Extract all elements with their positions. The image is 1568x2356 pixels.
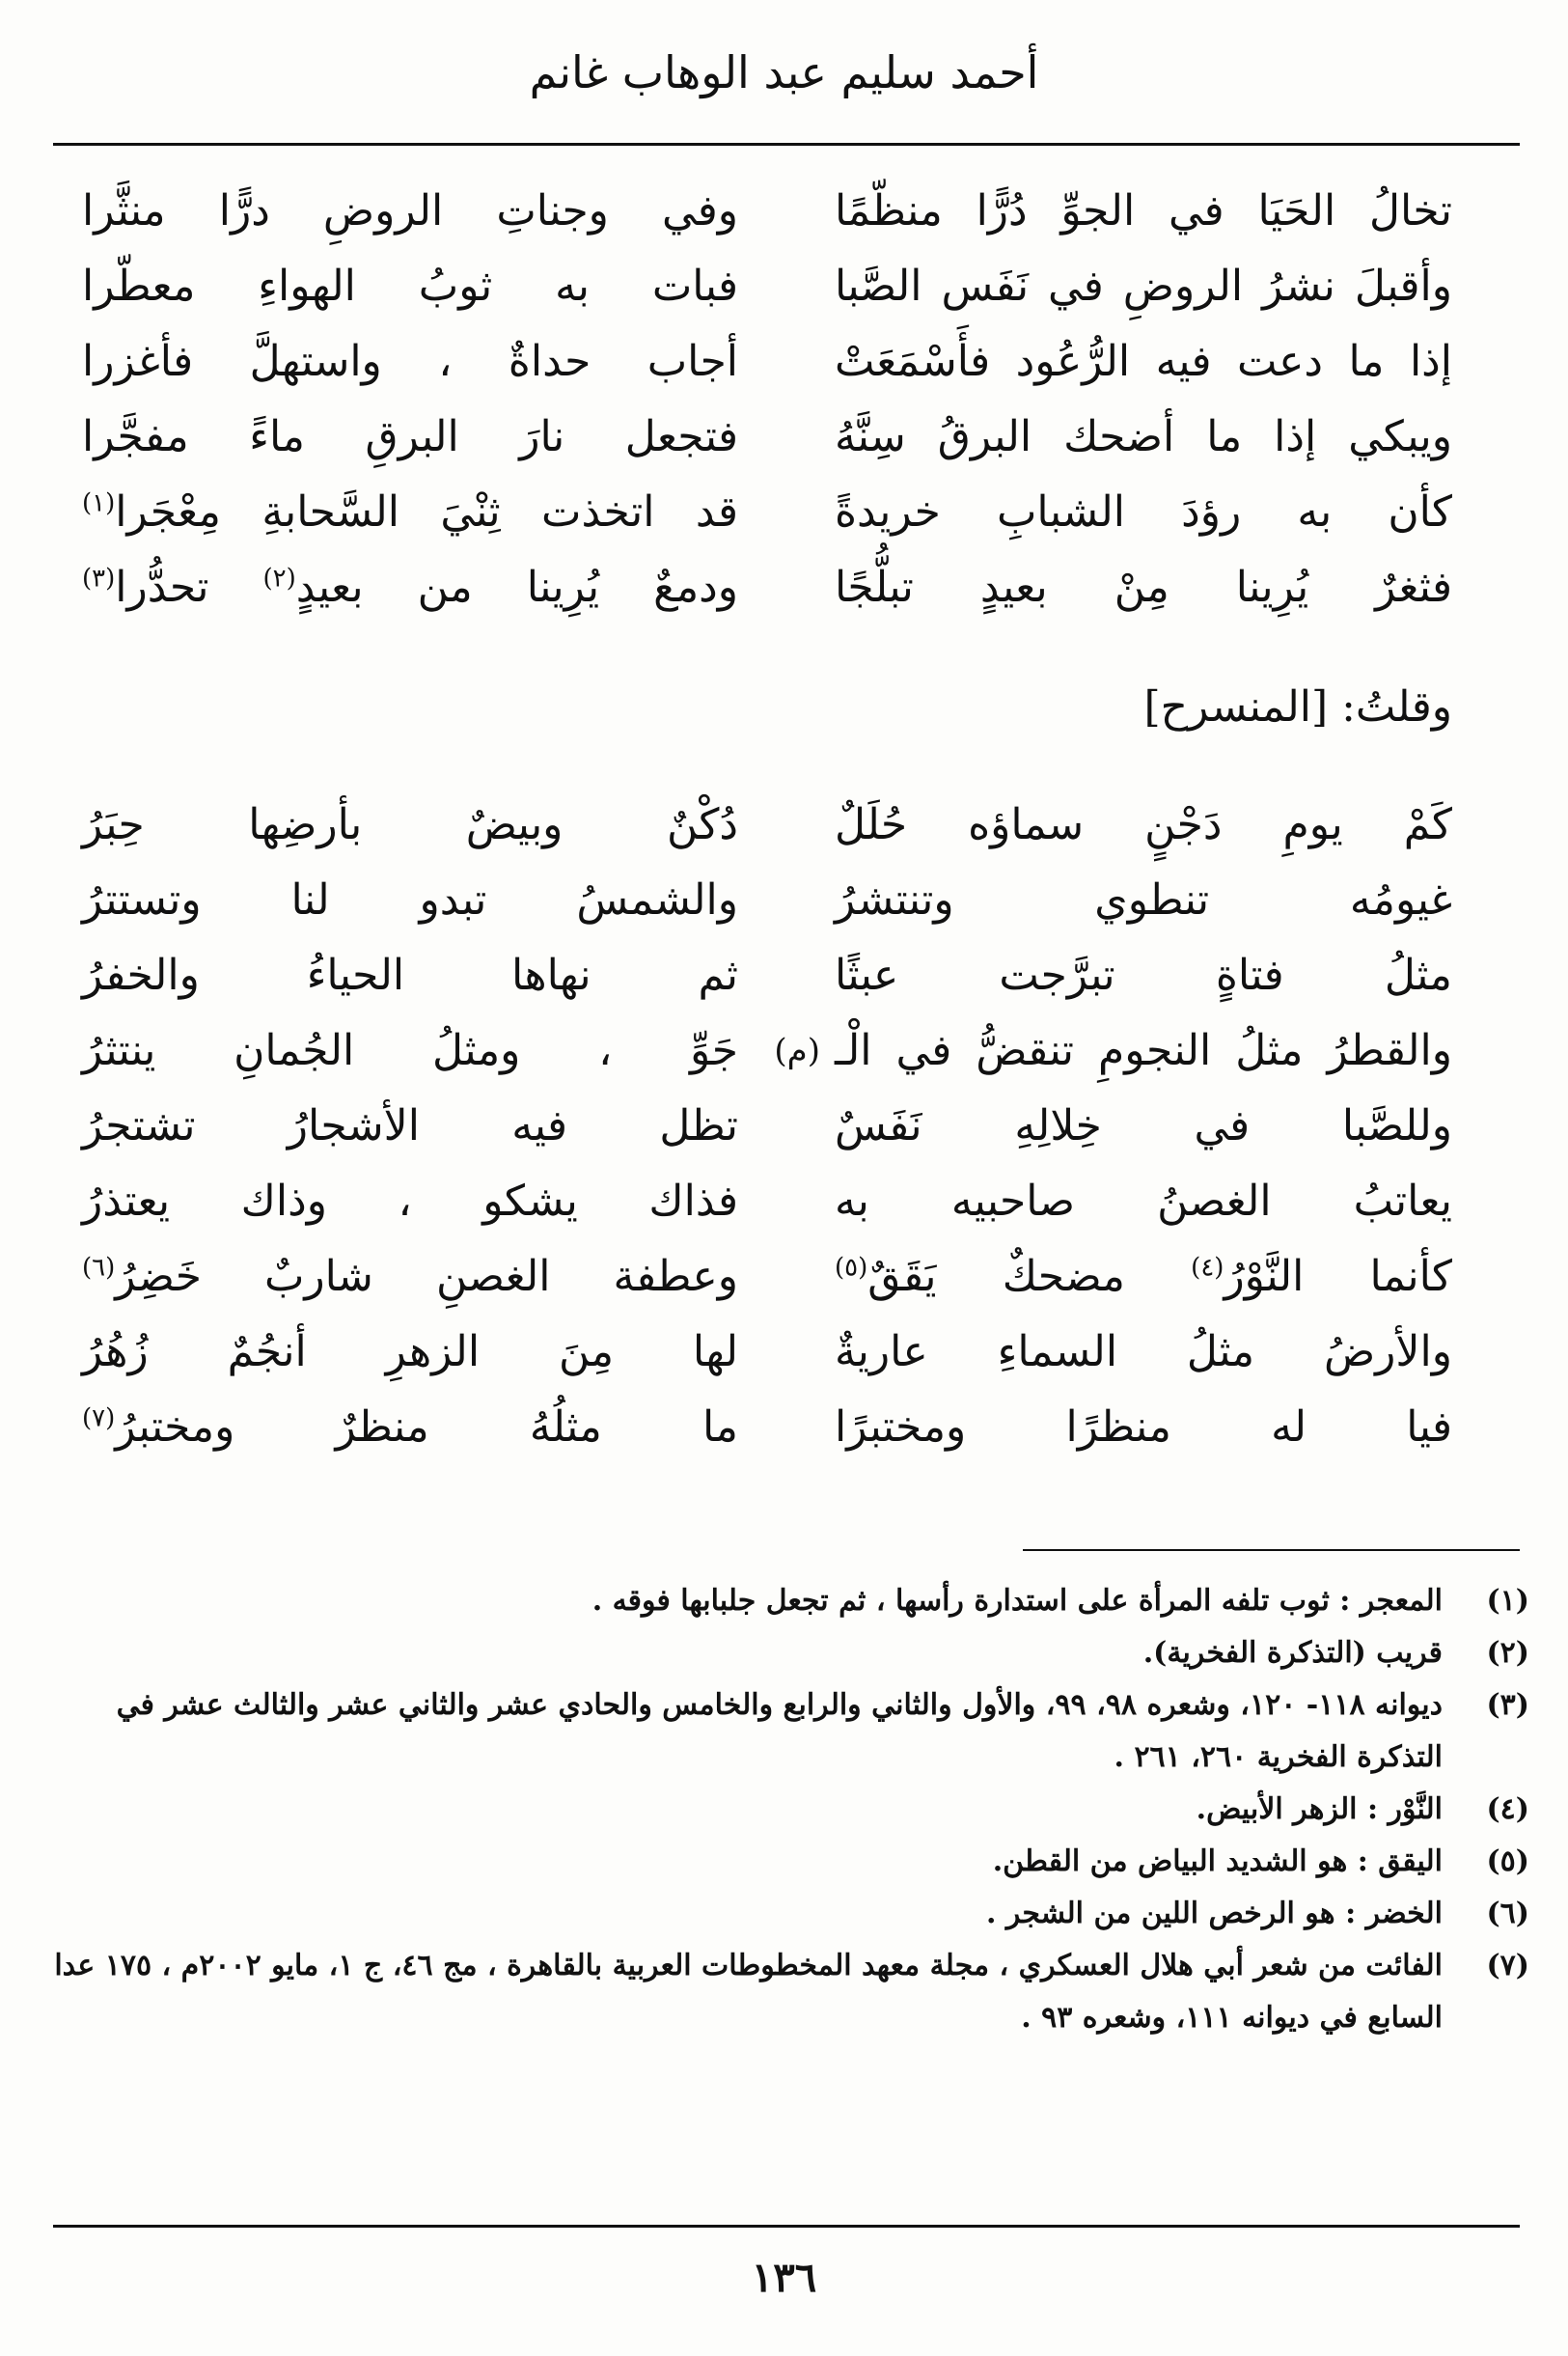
verse-5-second-hemistich: تظل فيه الأشجارُ تشتجرُ (82, 1101, 738, 1150)
footnotes (39, 1575, 1529, 2044)
verse-4-second-hemistich: فتجعل نارَ البرقِ ماءً مفجَّرا (82, 412, 738, 461)
footnote-number: (٢) (1486, 1636, 1529, 1670)
verse-3-second-hemistich: أجاب حداةٌ ، واستهلَّ فأغزرا (82, 337, 738, 386)
verse-5-second-hemistich (82, 475, 738, 550)
footnote-ref: (٤) (1191, 1253, 1224, 1283)
verse-4-first-hemistich: ويبكي إذا ما أضحك البرقُ سِنَّهُ (835, 412, 1452, 461)
verse-2-first-hemistich: غيومُه تنطوي وتنتشرُ (835, 875, 1452, 925)
verse-1-first-hemistich: تخالُ الحَيَا في الجوِّ دُرًّا منظّمًا (835, 186, 1452, 236)
verse-9-second-hemistich (82, 1390, 738, 1465)
verse-8-first-hemistich: والأرضُ مثلُ السماءِ عاريةٌ (835, 1327, 1452, 1376)
verse-1-second-hemistich: دُكْنٌ وبيضٌ بأرضِها حِبَرُ (82, 800, 738, 849)
verse-5-first-hemistich: وللصَّبا في خِلالِهِ نَفَسٌ (835, 1101, 1452, 1150)
verse-text: وعطفة الغصنِ شاربٌ خَضِرُ (115, 1252, 738, 1301)
footnote-ref: (٣) (82, 564, 116, 594)
verse-2-second-hemistich: والشمسُ تبدو لنا وتستترُ (82, 875, 738, 925)
footnote-text: المعجر : ثوب تلفه المرأة على استدارة رأسها ، ثم تجعل جلبابها فوقه . (591, 1584, 1443, 1618)
footnote-5 (39, 1836, 1529, 1888)
footnote-text: الخضر : هو الرخص اللين من الشجر . (985, 1897, 1443, 1930)
poem-intro (1144, 674, 1453, 741)
page-number: ١٣٦ (751, 2254, 817, 2301)
footnote-text: الفائت من شعر أبي هلال العسكري ، مجلة معهد المخطوطات العربية بالقاهرة ، مج ٤٦، ج ١، مايو ٢٠٠٢م ، ١٧٥ عدا السابع في ديوانه ١١١، وشعره ٩٣ . (54, 1949, 1443, 2035)
verse-text: قد اتخذت ثِنْيَ السَّحابةِ مِعْجَرا (115, 487, 738, 537)
verse-2-first-hemistich: وأقبلَ نشرُ الروضِ في نَفَس الصَّبا (835, 262, 1452, 311)
verse-3-second-hemistich: ثم نهاها الحياءُ والخفرُ (82, 951, 738, 1000)
verse-6-first-hemistich: يعاتبُ الغصنُ صاحبيه به (835, 1177, 1452, 1226)
verse-2-second-hemistich: فبات به ثوبُ الهواءِ معطّرا (82, 262, 738, 311)
verse-text: ما مثلُهُ منظرٌ ومختبرُ (115, 1402, 738, 1452)
verse-8-second-hemistich: لها مِنَ الزهرِ أنجُمٌ زُهُرُ (82, 1327, 738, 1376)
verse-text: تحدُّرا (115, 563, 263, 612)
footnote-text: قريب (التذكرة الفخرية). (1142, 1636, 1443, 1670)
footnote-ref: (٥) (835, 1253, 868, 1283)
footnote-2 (39, 1627, 1529, 1679)
footnote-4 (39, 1784, 1529, 1836)
verse-text: ودمعٌ يُرِينا من بعيدٍ (295, 563, 739, 612)
verse-7-second-hemistich (82, 1239, 738, 1315)
verse-text: كأنما النَّوْرُ (1224, 1252, 1452, 1301)
meter-name: [المنسرح] (1143, 682, 1329, 732)
footnote-3 (39, 1679, 1529, 1784)
verse-4-second-hemistich: جَوِّ ، ومثلُ الجُمانِ ينتثرُ (82, 1026, 738, 1075)
verse-6-second-hemistich (82, 550, 738, 625)
footnote-6 (39, 1888, 1529, 1940)
intro-label: وقلتُ: (1341, 682, 1452, 732)
footnote-1 (39, 1575, 1529, 1627)
verse-4-first-hemistich: والقطرُ مثلُ النجومِ تنقضُّ في الْـ (835, 1026, 1452, 1075)
footnote-text: النَّوْر : الزهر الأبيض. (1196, 1792, 1443, 1826)
footnote-text: اليقق : هو الشديد البياض من القطن. (992, 1844, 1443, 1878)
verse-9-first-hemistich: فيا له منظرًا ومختبرًا (835, 1402, 1452, 1452)
footnote-ref: (٢) (262, 564, 296, 594)
footnote-text: ديوانه ١١٨- ١٢٠، وشعره ٩٨، ٩٩، والأول والثاني والرابع والخامس والحادي عشر والثاني عشر والثالث عشر في التذكرة الفخرية ٢٦٠، ٢٦١ . (116, 1688, 1443, 1774)
footnote-number: (٥) (1486, 1844, 1529, 1878)
footnote-number: (٣) (1486, 1688, 1529, 1722)
verse-3-first-hemistich: مثلُ فتاةٍ تبرَّجت عبثًا (835, 951, 1452, 1000)
footnote-separator (1023, 1549, 1520, 1551)
verse-text: مضحكٌ يَقَقٌ (867, 1252, 1192, 1301)
footnote-ref: (٧) (82, 1403, 116, 1433)
running-head: أحمد سليم عبد الوهاب غانم (529, 46, 1039, 98)
footnote-7 (39, 1940, 1529, 2044)
footnote-ref: (١) (82, 488, 116, 518)
footnote-number: (٦) (1486, 1897, 1529, 1930)
verse-6-second-hemistich: فذاك يشكو ، وذاك يعتذرُ (82, 1177, 738, 1226)
footnote-ref: (٦) (82, 1253, 116, 1283)
verse-5-first-hemistich: كأن به رؤدَ الشبابِ خريدةً (835, 487, 1452, 537)
footnote-number: (٧) (1486, 1949, 1529, 1982)
mudawwar-marker: (م) (774, 1032, 820, 1070)
verse-6-first-hemistich: فثغرٌ يُرِينا مِنْ بعيدٍ تبلُّجًا (835, 563, 1452, 612)
verse-1-first-hemistich: كَمْ يومِ دَجْنٍ سماؤه حُلَلٌ (835, 800, 1452, 849)
verse-1-second-hemistich: وفي وجناتِ الروضِ درًّا منثَّرا (82, 186, 738, 236)
verse-3-first-hemistich: إذا ما دعت فيه الرُّعُود فأَسْمَعَتْ (835, 337, 1452, 386)
footnote-number: (١) (1486, 1584, 1529, 1618)
footnote-number: (٤) (1486, 1792, 1529, 1826)
header-rule (53, 143, 1520, 146)
footer-rule (53, 2225, 1520, 2228)
verse-7-first-hemistich (835, 1239, 1452, 1315)
